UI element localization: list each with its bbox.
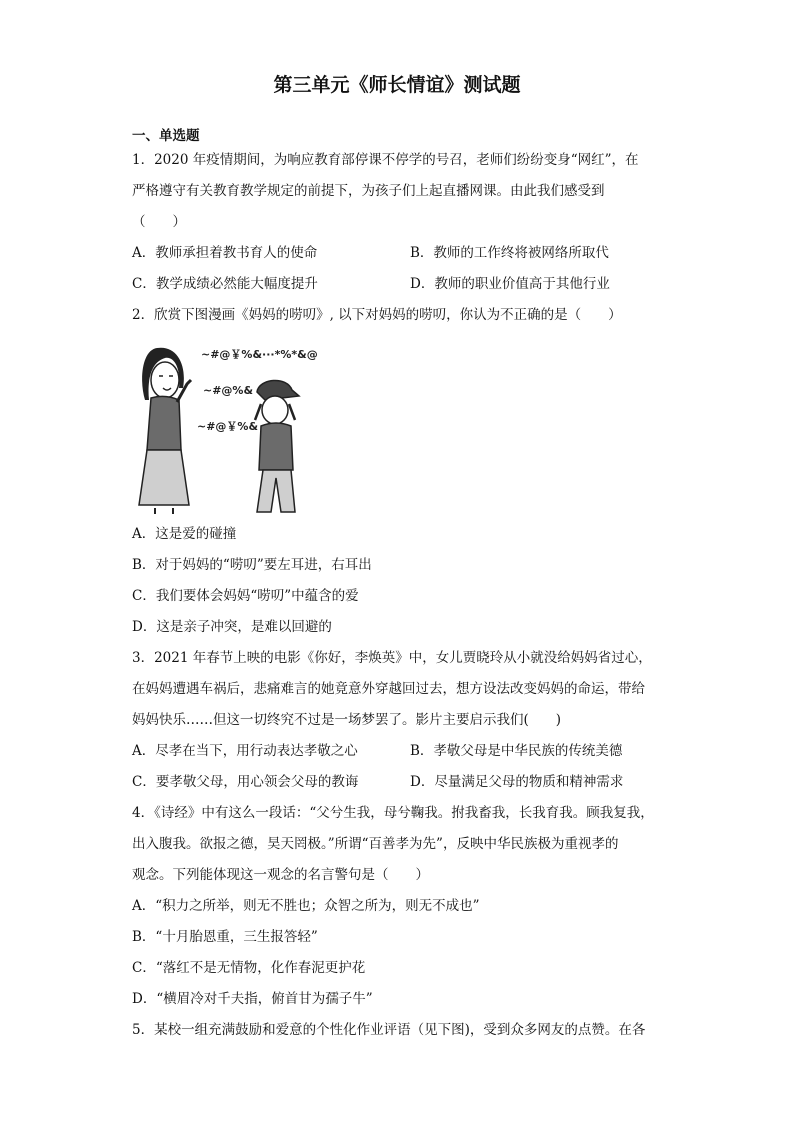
question-1-line-3: （ ） (132, 214, 186, 230)
question-3-line-1: 3．2021 年春节上映的电影《你好，李焕英》中，女儿贾晓玲从小就没给妈妈省过心， (132, 650, 652, 666)
question-4-option-b: B．“十月胎恩重，三生报答轻” (132, 929, 318, 945)
speech-bubble-2: ~#@%& (203, 384, 254, 397)
cartoon-mom-nagging (137, 340, 317, 515)
question-2-option-b: B．对于妈妈的“唠叨”要左耳进，右耳出 (132, 557, 372, 573)
question-3-option-c: C．要孝敬父母，用心领会父母的教诲 (132, 774, 359, 790)
question-1-line-2: 严格遵守有关教育教学规定的前提下，为孩子们上起直播网课。由此我们感受到 (132, 183, 605, 199)
question-1-option-c: C．教学成绩必然能大幅度提升 (132, 276, 318, 292)
question-1-option-b: B．教师的工作终将被网络所取代 (410, 245, 609, 261)
question-2-line-1: 2．欣赏下图漫画《妈妈的唠叨》, 以下对妈妈的唠叨，你认为不正确的是（ ） (132, 307, 622, 323)
question-2-option-a: A．这是爱的碰撞 (132, 526, 237, 542)
page-title: 第三单元《师长情谊》测试题 (273, 74, 521, 96)
question-5-line-1: 5．某校一组充满鼓励和爱意的个性化作业评语（见下图)，受到众多网友的点赞。在各 (132, 1022, 646, 1038)
question-2-option-d: D．这是亲子冲突，是难以回避的 (132, 619, 332, 635)
question-4-option-d: D．“横眉冷对千夫指，俯首甘为孺子牛” (132, 991, 373, 1007)
question-1-option-d: D．教师的职业价值高于其他行业 (410, 276, 610, 292)
question-4-line-3: 观念。下列能体现这一观念的名言警句是（ ） (132, 867, 429, 883)
question-3-line-3: 妈妈快乐……但这一切终究不过是一场梦罢了。影片主要启示我们( ) (132, 712, 562, 728)
speech-bubble-3: ~#@￥%& (197, 420, 259, 433)
question-3-line-2: 在妈妈遭遇车祸后，悲痛难言的她竟意外穿越回过去，想方设法改变妈妈的命运，带给 (132, 681, 645, 697)
question-2-option-c: C．我们要体会妈妈“唠叨”中蕴含的爱 (132, 588, 359, 604)
question-1-option-a: A．教师承担着教书育人的使命 (132, 245, 318, 261)
section-heading: 一、单选题 (132, 128, 200, 144)
question-4-line-2: 出入腹我。欲报之德，昊天罔极。”所谓“百善孝为先”，反映中华民族极为重视孝的 (132, 836, 619, 852)
question-3-option-b: B．孝敬父母是中华民族的传统美德 (410, 743, 623, 759)
question-4-option-c: C．“落红不是无情物，化作春泥更护花 (132, 960, 366, 976)
question-4-option-a: A．“积力之所举，则无不胜也；众智之所为，则无不成也” (132, 898, 480, 914)
question-3-option-d: D．尽量满足父母的物质和精神需求 (410, 774, 624, 790)
question-3-option-a: A．尽孝在当下，用行动表达孝敬之心 (132, 743, 358, 759)
question-1-line-1: 1．2020 年疫情期间，为响应教育部停课不停学的号召，老师们纷纷变身“网红”，在 (132, 152, 639, 168)
question-4-line-1: 4．《诗经》中有这么一段话：“父兮生我，母兮鞠我。拊我畜我，长我育我。顾我复我， (132, 805, 654, 821)
speech-bubble-1: ~#@￥%&···*%*&@ (201, 348, 318, 361)
